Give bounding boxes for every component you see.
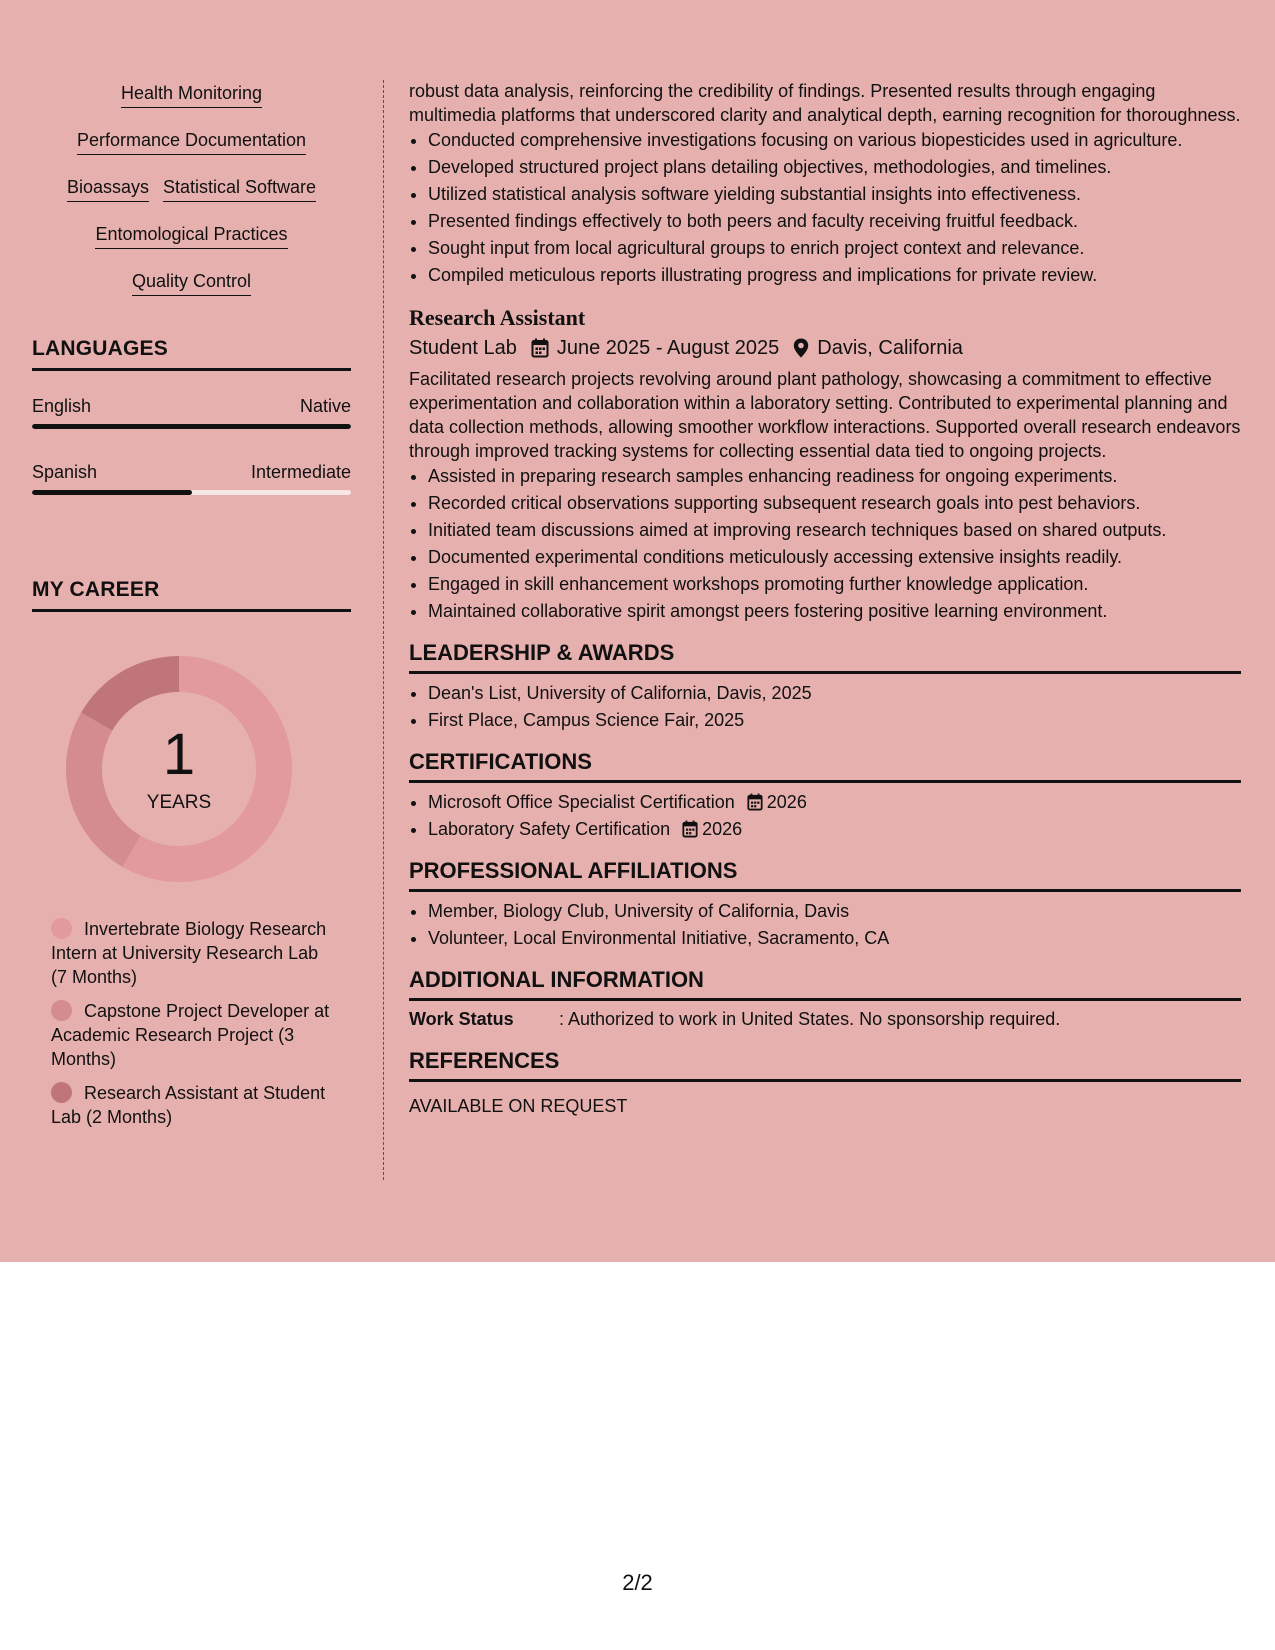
legend-dot (51, 1000, 72, 1021)
career-legend (51, 917, 331, 1129)
page-number: 2/2 (622, 1570, 653, 1595)
list-item: • Recorded critical observations supporting subsequent research goals into pest behaviors. (428, 490, 1241, 517)
leadership-heading: LEADERSHIP & AWARDS (409, 639, 1241, 674)
career-legend-item (51, 999, 331, 1071)
skill-tag: Entomological Practices (95, 221, 287, 249)
job-location: Davis, California (817, 337, 963, 359)
skill-row (32, 221, 351, 249)
career-legend-label: Capstone Project Developer at Academic Research Project (3 Months) (51, 1001, 330, 1069)
skill-row (32, 127, 351, 155)
languages-heading: LANGUAGES (32, 336, 351, 371)
list-item: • Assisted in preparing research samples enhancing readiness for ongoing experiments. (428, 463, 1241, 490)
donut-segment (81, 656, 179, 731)
career-legend-label: Invertebrate Biology Research Intern at University Research Lab (7 Months) (51, 919, 327, 987)
list-item: • Conducted comprehensive investigations focusing on various biopesticides used in agriculture. (428, 127, 1241, 154)
job-title: Research Assistant (409, 305, 586, 330)
calendar-icon (531, 338, 549, 358)
list-item: • Developed structured project plans detailing objectives, methodologies, and timelines. (428, 154, 1241, 181)
language-item (32, 395, 351, 429)
list-item: • Maintained collaborative spirit amongst peers fostering positive learning environment. (428, 598, 1241, 625)
affiliations-heading: PROFESSIONAL AFFILIATIONS (409, 857, 1241, 892)
work-status-row (409, 1007, 1241, 1031)
list-item: • Engaged in skill enhancement workshops promoting further knowledge application. (428, 571, 1241, 598)
affiliations-list (409, 898, 1241, 952)
language-name: Spanish (32, 462, 98, 482)
skill-tag: Bioassays (67, 174, 149, 202)
references-heading: REFERENCES (409, 1047, 1241, 1082)
certification-name: Laboratory Safety Certification (428, 819, 671, 839)
career-legend-item (51, 917, 331, 989)
skill-row (32, 268, 351, 296)
certification-year: 2026 (702, 819, 743, 839)
language-proficiency-bar (32, 424, 351, 429)
career-total-value: 1 (162, 722, 196, 787)
job-meta (409, 333, 1241, 363)
job-summary: Facilitated research projects revolving around plant pathology, showcasing a commitment to effective experimentation and collaboration within a laboratory setting. Contributed to experimental planning and data collection methods, allowing smoother workflow interactions. Supported overall research endeavors through improved tracking systems for collecting essential data tied to ongoing projects. (409, 369, 1241, 461)
career-heading: MY CAREER (32, 577, 351, 612)
certifications-list (409, 789, 1241, 843)
calendar-icon (682, 820, 698, 838)
certification-name: Microsoft Office Specialist Certification (428, 792, 735, 812)
work-status-label: Work Status (409, 1009, 514, 1029)
list-item: • Volunteer, Local Environmental Initiative, Sacramento, CA (428, 925, 1241, 952)
certification-item (428, 789, 1241, 816)
list-item: • Utilized statistical analysis software yielding substantial insights into effectiveness. (428, 181, 1241, 208)
skill-tag: Health Monitoring (121, 80, 262, 108)
skill-tag: Performance Documentation (77, 127, 306, 155)
list-item: • Member, Biology Club, University of California, Davis (428, 898, 1241, 925)
language-proficiency-bar (32, 490, 351, 495)
job-company: Student Lab (409, 337, 517, 359)
skill-tag: Quality Control (132, 268, 251, 296)
language-item (32, 461, 351, 495)
language-proficiency-fill (32, 424, 351, 429)
list-item: • Compiled meticulous reports illustrating progress and implications for private review. (428, 262, 1241, 289)
language-level: Native (299, 396, 351, 416)
certifications-heading: CERTIFICATIONS (409, 748, 1241, 783)
job-bullets (409, 463, 1241, 625)
certification-year: 2026 (766, 792, 807, 812)
language-proficiency-fill (32, 490, 192, 495)
certification-item (428, 816, 1241, 843)
career-legend-label: Research Assistant at Student Lab (2 Months) (51, 1083, 326, 1127)
list-item: • First Place, Campus Science Fair, 2025 (428, 707, 1241, 734)
left-column (32, 80, 351, 1139)
legend-dot (51, 1082, 72, 1103)
right-column (409, 79, 1241, 1118)
work-status-value: : Authorized to work in United States. No sponsorship required. (559, 1009, 1061, 1029)
list-item: • Sought input from local agricultural groups to enrich project context and relevance. (428, 235, 1241, 262)
leadership-list (409, 680, 1241, 734)
list-item: • Initiated team discussions aimed at improving research techniques based on shared outputs. (428, 517, 1241, 544)
references-text: AVAILABLE ON REQUEST (409, 1096, 628, 1116)
language-level: Intermediate (250, 462, 351, 482)
career-donut-chart (64, 654, 294, 884)
job-dates: June 2025 - August 2025 (556, 337, 780, 359)
skill-row (32, 80, 351, 108)
location-pin-icon (793, 338, 809, 358)
skill-tag: Statistical Software (163, 174, 316, 202)
skill-row (32, 174, 351, 202)
list-item: • Documented experimental conditions meticulously accessing extensive insights readily. (428, 544, 1241, 571)
list-item: • Dean's List, University of California, Davis, 2025 (428, 680, 1241, 707)
list-item: • Presented findings effectively to both peers and faculty receiving fruitful feedback. (428, 208, 1241, 235)
experience-continued-bullets (409, 127, 1241, 289)
skills-list (32, 80, 351, 296)
career-legend-item (51, 1081, 331, 1129)
legend-dot (51, 918, 72, 939)
experience-continued-text: robust data analysis, reinforcing the credibility of findings. Presented results through engaging multimedia platforms that underscored clarity and analytical depth, earning recognition for thoroughness. (409, 81, 1241, 125)
calendar-icon (747, 793, 763, 811)
additional-info-heading: ADDITIONAL INFORMATION (409, 966, 1241, 1001)
language-name: English (32, 396, 92, 416)
column-divider (383, 80, 384, 1180)
career-total-unit: YEARS (146, 792, 212, 813)
